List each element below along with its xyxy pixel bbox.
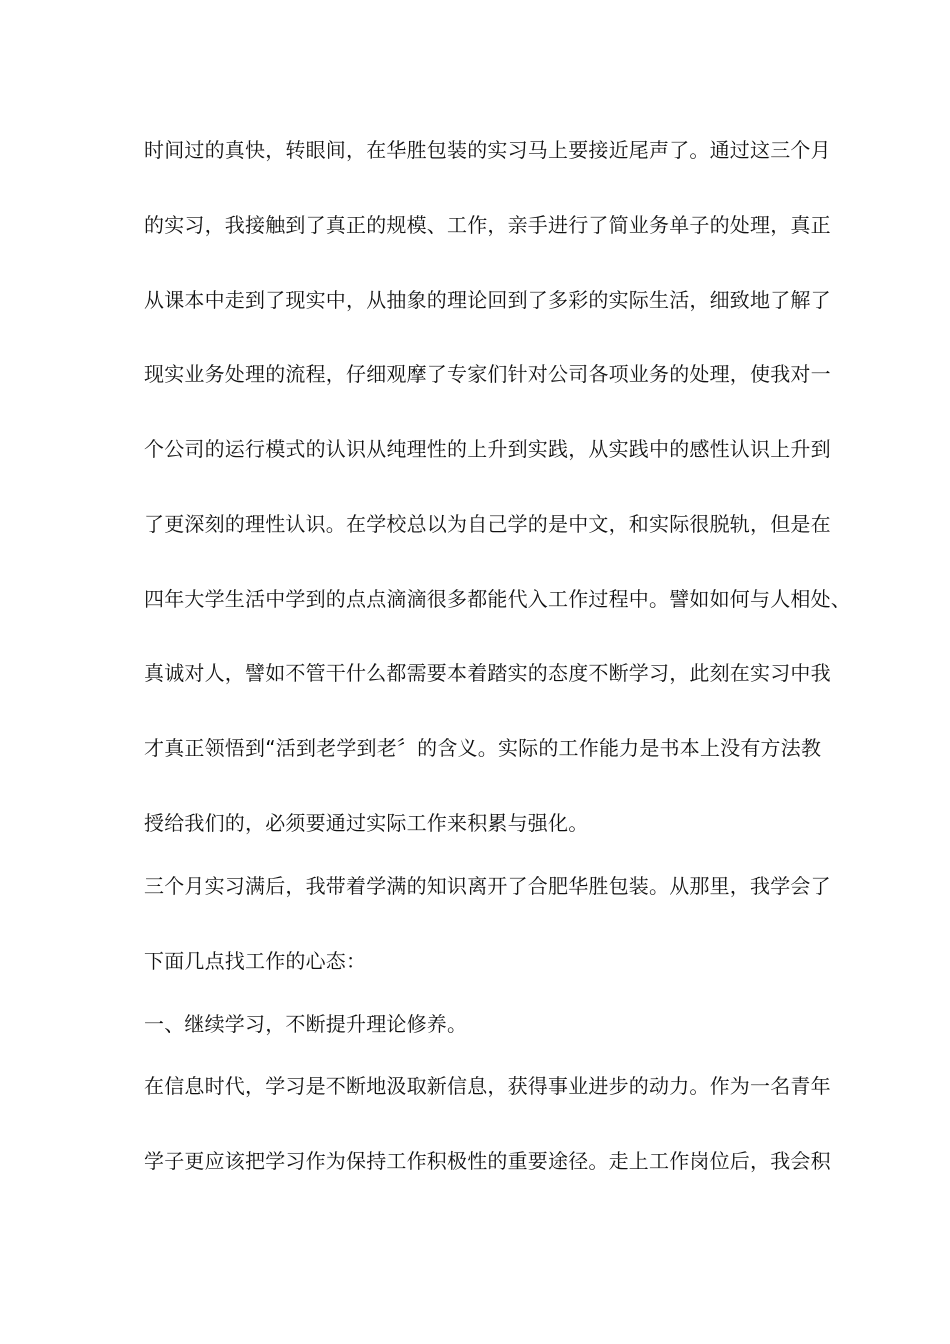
text-line-4: 现实业务处理的流程，仔细观摩了专家们针对公司各项业务的处理，使我对一 (144, 362, 831, 386)
text-line-12: 下面几点找工作的心态： (144, 949, 367, 973)
text-line-7: 四年大学生活中学到的点点滴滴很多都能代入工作过程中。譬如如何与人相处、 (144, 587, 851, 611)
text-line-2: 的实习，我接触到了真正的规模、工作，亲手进行了简业务单子的处理，真正 (144, 213, 831, 237)
text-line-13: 在信息时代，学习是不断地汲取新信息，获得事业进步的动力。作为一名青年 (144, 1074, 831, 1098)
text-line-11: 三个月实习满后，我带着学满的知识离开了合肥华胜包装。从那里，我学会了 (144, 874, 831, 898)
text-line-6: 了更深刻的理性认识。在学校总以为自己学的是中文，和实际很脱轨，但是在 (144, 512, 831, 536)
text-line-14: 学子更应该把学习作为保持工作积极性的重要途径。走上工作岗位后，我会积 (144, 1149, 831, 1173)
text-line-8: 真诚对人，譬如不管干什么都需要本着踏实的态度不断学习，此刻在实习中我 (144, 661, 831, 685)
section-heading-1: 一、继续学习，不断提升理论修养。 (144, 1012, 468, 1036)
text-line-5: 个公司的运行模式的认识从纯理性的上升到实践，从实践中的感性认识上升到 (144, 437, 831, 461)
text-line-1: 时间过的真快，转眼间，在华胜包装的实习马上要接近尾声了。通过这三个月 (144, 138, 831, 162)
text-line-10: 授给我们的，必须要通过实际工作来积累与强化。 (144, 811, 589, 835)
text-line-3: 从课本中走到了现实中，从抽象的理论回到了多彩的实际生活，细致地了解了 (144, 288, 831, 312)
text-line-9: 才真正领悟到“活到老学到老〞的含义。实际的工作能力是书本上没有方法教 (144, 736, 822, 760)
